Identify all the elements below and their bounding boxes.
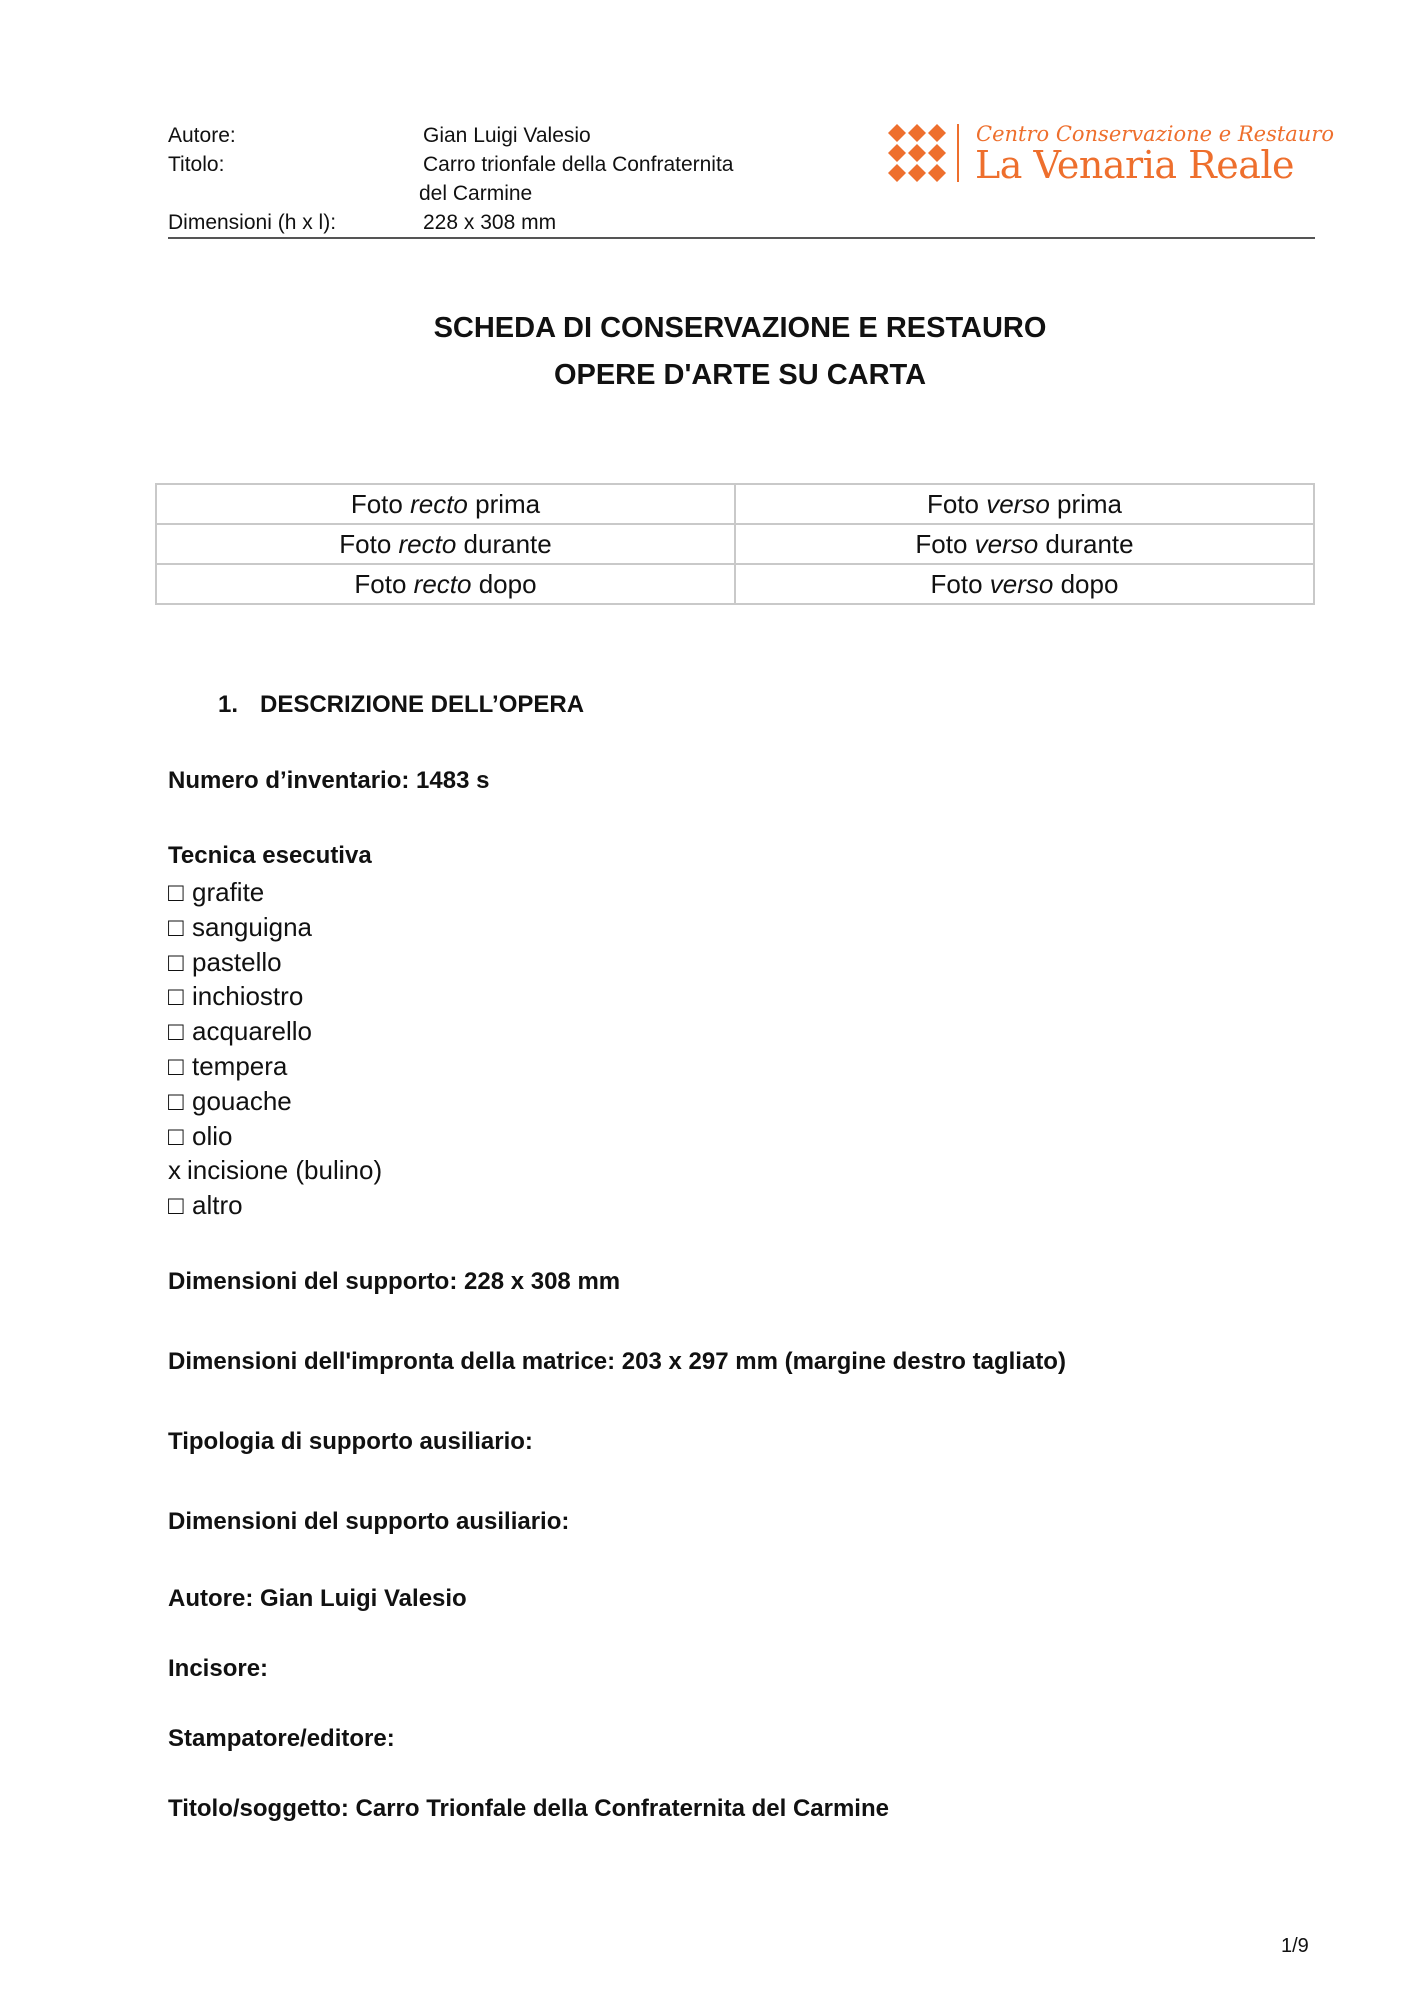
subject-field: Titolo/soggetto: Carro Trionfale della Confraternita del Carmine	[168, 1795, 889, 1822]
photo-recto-during: Foto recto durante	[156, 524, 735, 564]
publisher-field: Stampatore/editore:	[168, 1725, 395, 1752]
checked-mark-icon: x	[168, 1155, 181, 1186]
technique-heading: Tecnica esecutiva	[168, 842, 372, 869]
list-item: □ pastello	[168, 945, 382, 980]
header-divider	[168, 237, 1315, 239]
header-title-value: Carro trionfale della Confraternita	[423, 153, 734, 176]
photo-recto-before: Foto recto prima	[156, 484, 735, 524]
table-row	[156, 484, 1314, 524]
checkbox-icon: □	[168, 1120, 184, 1151]
plate-mark-dimensions: Dimensioni dell'impronta della matrice: 203 x 297 mm (margine destro tagliato)	[168, 1348, 1066, 1375]
list-item: x incisione (bulino)	[168, 1153, 382, 1188]
list-item: □ sanguigna	[168, 910, 382, 945]
inventory-number: Numero d’inventario: 1483 s	[168, 767, 490, 794]
header-title-value-cont: del Carmine	[419, 182, 533, 205]
photo-verso-after: Foto verso dopo	[735, 564, 1314, 604]
header-author-label: Autore:	[168, 124, 236, 147]
photo-recto-after: Foto recto dopo	[156, 564, 735, 604]
photo-verso-during: Foto verso durante	[735, 524, 1314, 564]
logo-subtitle: Centro Conservazione e Restauro	[976, 122, 1335, 146]
checkbox-icon: □	[168, 1050, 184, 1081]
checkbox-icon: □	[168, 877, 184, 907]
table-row	[156, 524, 1314, 564]
technique-list	[168, 875, 382, 1223]
list-item: □ inchiostro	[168, 979, 382, 1014]
section-heading	[218, 691, 584, 719]
section-title: DESCRIZIONE DELL’OPERA	[260, 691, 585, 718]
list-item: □ gouache	[168, 1084, 382, 1119]
venaria-logo	[888, 122, 1335, 187]
logo-divider	[957, 124, 959, 182]
list-item: □ grafite	[168, 875, 382, 910]
checkbox-icon: □	[168, 1190, 184, 1221]
photo-table	[155, 483, 1315, 605]
list-item: □ tempera	[168, 1049, 382, 1084]
list-item: □ olio	[168, 1119, 382, 1154]
list-item: □ altro	[168, 1188, 382, 1223]
checkbox-icon: □	[168, 911, 184, 942]
logo-title: La Venaria Reale	[975, 143, 1294, 187]
document-subtitle: OPERE D'ARTE SU CARTA	[553, 359, 927, 391]
list-item: □ acquarello	[168, 1014, 382, 1049]
author-field: Autore: Gian Luigi Valesio	[168, 1585, 467, 1612]
photo-verso-before: Foto verso prima	[735, 484, 1314, 524]
header-dimensions-value: 228 x 308 mm	[423, 211, 557, 234]
page-number: 1/9	[1281, 1935, 1309, 1957]
document-title: SCHEDA DI CONSERVAZIONE E RESTAURO	[433, 312, 1047, 344]
checkbox-icon: □	[168, 1016, 184, 1047]
support-dimensions: Dimensioni del supporto: 228 x 308 mm	[168, 1268, 621, 1295]
checkbox-icon: □	[168, 1085, 184, 1116]
header-dimensions-label: Dimensioni (h x l):	[168, 211, 337, 234]
header-title-label: Titolo:	[168, 153, 225, 176]
auxiliary-support-type: Tipologia di supporto ausiliario:	[168, 1428, 533, 1455]
engraver-field: Incisore:	[168, 1655, 269, 1682]
section-number: 1.	[218, 691, 239, 718]
header-author-value: Gian Luigi Valesio	[423, 124, 591, 147]
diamond-grid-icon	[888, 124, 946, 182]
checkbox-icon: □	[168, 946, 184, 977]
table-row	[156, 564, 1314, 604]
auxiliary-support-dimensions: Dimensioni del supporto ausiliario:	[168, 1508, 570, 1535]
checkbox-icon: □	[168, 981, 184, 1012]
